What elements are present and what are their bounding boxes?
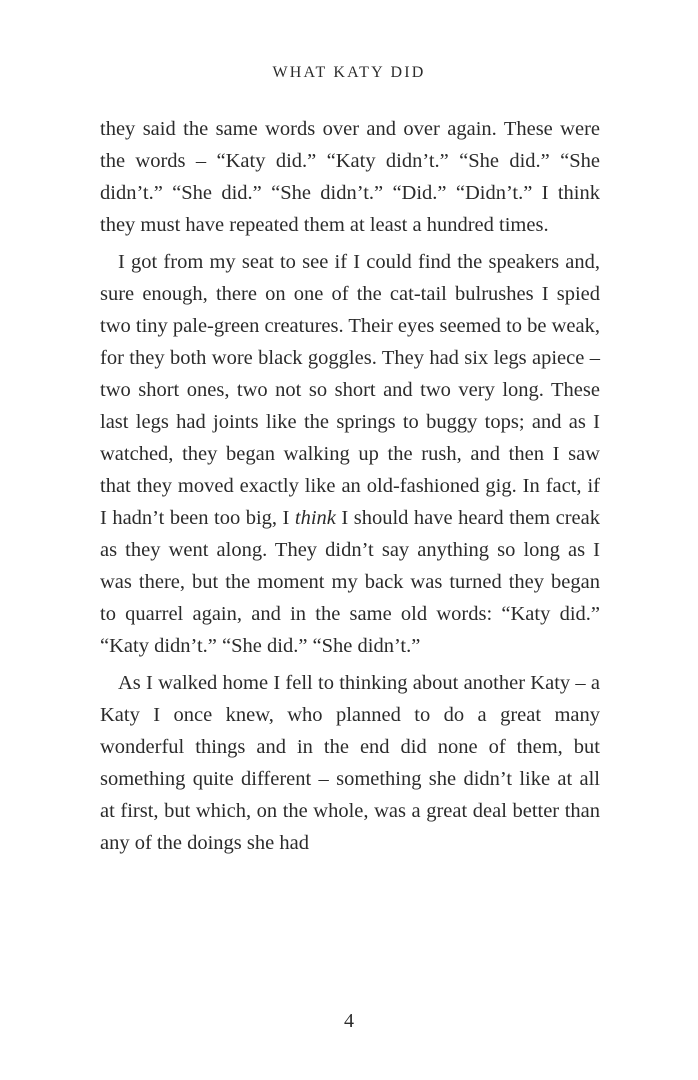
paragraph-2-part-1: I got from my seat to see if I could find the speakers and, sure enough, there on one of the cat-tail bulrushes I spied two tiny pale-green creatures. Their eyes seemed to be weak, for they both wore black goggles. They had six legs apiece – two short ones, two not so short and two very long. These last legs had joints like the springs to buggy tops; and as I watched, they began walking up the rush, and then I saw that they moved exactly like an old-fashioned gig. In fact, if I hadn’t been too big, I <box>100 251 600 529</box>
page-number: 4 <box>344 1010 354 1032</box>
running-head: WHAT KATY DID <box>272 64 426 81</box>
emphasis-think: think <box>294 507 336 529</box>
body-text <box>100 113 600 859</box>
paragraph-2-part-2: I should have heard them creak as they went along. They didn’t say anything so long as I was there, but the moment my back was turned they began to quarrel again, and in the same old words: “Katy did.” “Katy didn’t.” “She did.” “She didn’t.” <box>100 507 600 657</box>
paragraph-3: As I walked home I fell to thinking about another Katy – a Katy I once knew, who planned to do a great many wonderful things and in the end did none of them, but something quite different – something she didn’t like at all at first, but which, on the whole, was a great deal better than any of the doings she had <box>100 672 600 854</box>
paragraph-2 <box>100 246 600 662</box>
paragraph-1: they said the same words over and over again. These were the words – “Katy did.” “Katy didn’t.” “She did.” “She didn’t.” “She did.” “She didn’t.” “Did.” “Didn’t.” I think they must have repeated them at least a hundred times. <box>100 118 600 236</box>
